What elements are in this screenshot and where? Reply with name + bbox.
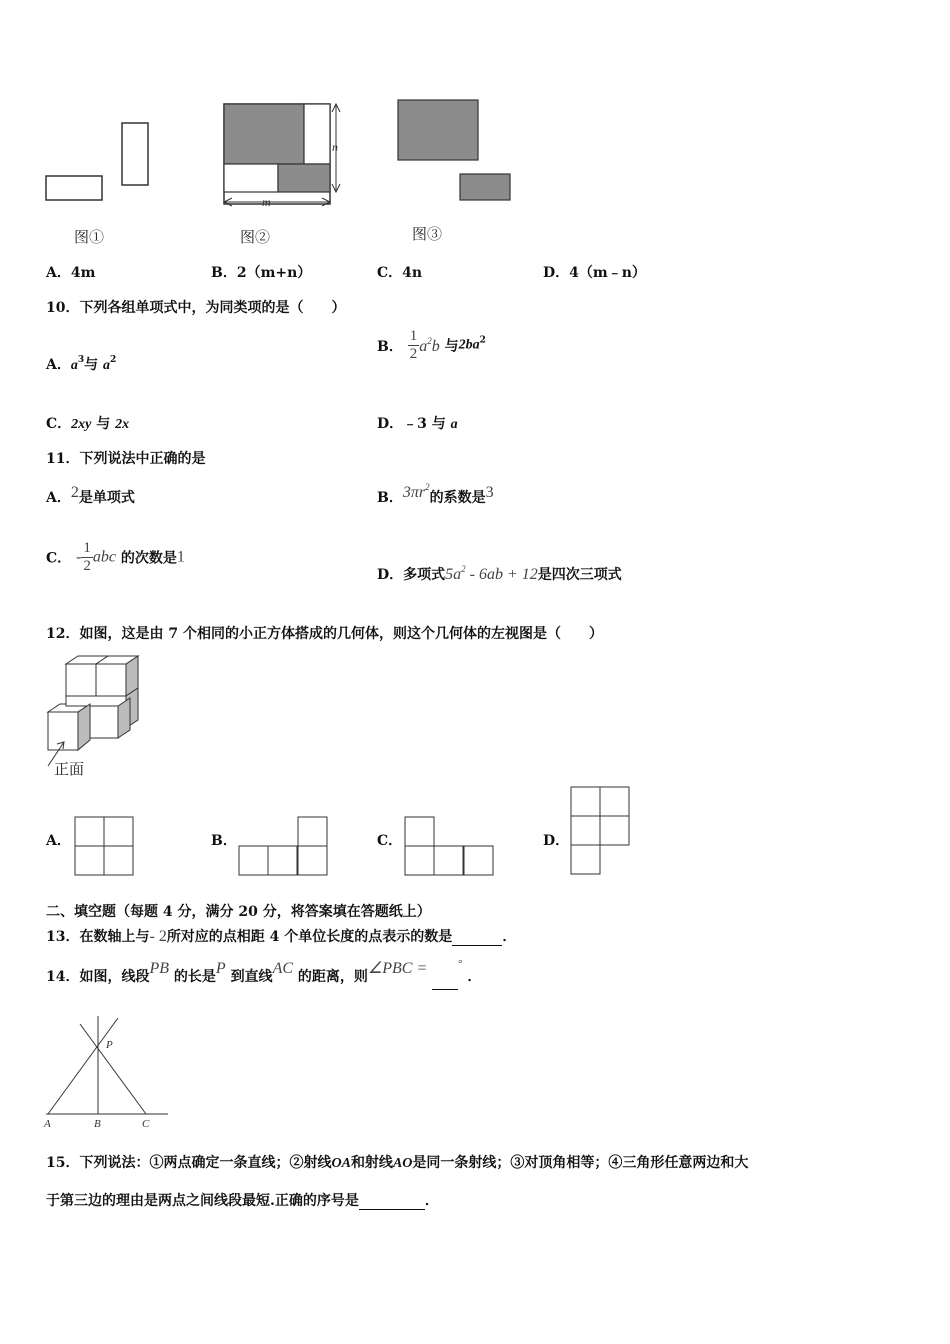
q11-stem: 11．下列说法中正确的是 <box>46 451 206 467</box>
q12-option-c[interactable]: C． <box>377 833 403 849</box>
figure-3 <box>398 100 510 243</box>
cube-stack-figure <box>40 650 150 780</box>
front-label: 正面 <box>54 762 85 778</box>
q14-stem: 14．如图，线段PB 的长是P 到直线AC 的距离，则∠PBC = ° ． <box>46 958 481 990</box>
q10-option-a[interactable]: A．$a^3$与 $a^2$ <box>46 355 117 373</box>
q13-stem: 13．在数轴上与- 2所对应的点相距 4 个单位长度的点表示的数是 ． <box>46 928 517 945</box>
point-p-label: P <box>106 1039 113 1051</box>
q11-option-a[interactable]: A．2是单项式 <box>46 484 135 506</box>
q10-stem: 10．下列各组单项式中，为同类项的是（ ） <box>46 300 346 316</box>
q9-option-c[interactable]: C．4n <box>377 265 423 281</box>
view-b <box>238 816 330 878</box>
fig3-label: 图③ <box>412 227 443 243</box>
section-2-title: 二、填空题（每题 4 分，满分 20 分，将答案填在答题纸上） <box>46 904 431 920</box>
q14-answer-blank[interactable] <box>432 973 458 990</box>
q12-option-d[interactable]: D． <box>543 833 570 849</box>
q9-option-b[interactable]: B．2（m+n） <box>211 265 312 281</box>
q15-answer-blank[interactable] <box>359 1193 425 1210</box>
view-c <box>404 816 496 878</box>
view-d <box>570 786 632 878</box>
view-a <box>74 816 136 878</box>
q14-figure <box>40 1012 172 1130</box>
q15-line-1: 15．下列说法：①两点确定一条直线；②射线OA和射线AO是同一条射线；③对顶角相等；④三角形任意两边和大 <box>46 1155 749 1171</box>
figure-2 <box>224 104 340 246</box>
q10-option-b[interactable]: B． $\frac{1}{2}$ $a^2b$ 与$2ba^2$ <box>377 328 486 362</box>
q12-stem: 12．如图，这是由 7 个相同的小正方体搭成的几何体，则这个几何体的左视图是（ ） <box>46 626 603 642</box>
q12-option-b[interactable]: B． <box>211 833 237 849</box>
q9-figures <box>40 96 520 252</box>
q11-option-d[interactable]: D．多项式$5a^2 - 6ab + 12$是四次三项式 <box>377 564 622 583</box>
point-b-label: B <box>94 1118 101 1130</box>
q10-option-d[interactable]: D．﹣3 与 a <box>377 416 458 432</box>
fraction-half: $\frac{1}{2}$ <box>83 540 91 574</box>
q11-option-c[interactable]: C． - $\frac{1}{2}$ abc 的次数是1 <box>46 540 185 574</box>
point-a-label: A <box>44 1118 51 1130</box>
point-c-label: C <box>142 1118 150 1130</box>
fraction-half: $\frac{1}{2}$ <box>409 328 418 362</box>
q15-line-2: 于第三边的理由是两点之间线段最短.正确的序号是 ． <box>46 1193 439 1209</box>
dim-m: m <box>262 195 271 209</box>
q12-option-a[interactable]: A． <box>46 833 71 849</box>
q10-option-c[interactable]: C．2xy 与 2x <box>46 416 130 432</box>
q11-option-b[interactable]: B．$3\pi r^2$的系数是3 <box>377 482 494 506</box>
figure-1 <box>46 123 148 246</box>
fig2-label: 图② <box>240 230 271 246</box>
fig1-label: 图① <box>74 230 105 246</box>
q9-option-d[interactable]: D．4（m﹣n） <box>543 265 646 281</box>
q9-option-a[interactable]: A．4m <box>46 265 96 281</box>
dim-n: n <box>332 140 338 154</box>
q13-answer-blank[interactable] <box>452 929 502 946</box>
